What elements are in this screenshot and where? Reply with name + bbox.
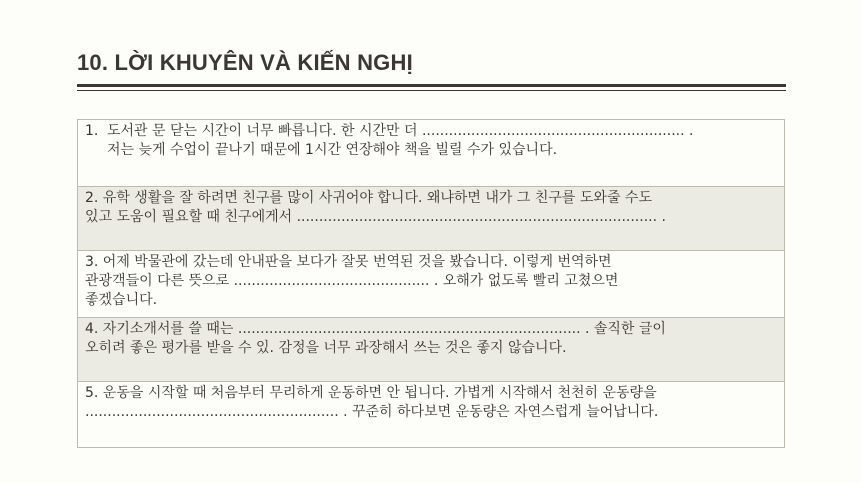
exercise-5-line-2: ......................................................... . 꾸준히 하다보면 운동량은 자연스럽게 늘어납니다. [85, 404, 659, 420]
exercise-3-line-3: 좋겠습니다. [85, 292, 158, 308]
page-title: 10. LỜI KHUYÊN VÀ KIẾN NGHỊ [77, 50, 413, 75]
exercise-3-line-1: 3. 어제 박물관에 갔는데 안내판을 보다가 잘못 번역된 것을 봤습니다. 이렇게 번역하면 [85, 254, 612, 270]
exercise-1-line-2: 저는 늦게 수업이 끝나기 때문에 1시간 연장해야 책을 빌릴 수가 있습니다. [107, 142, 558, 158]
exercise-2-line-1: 2. 유학 생활을 잘 하려면 친구를 많이 사귀어야 합니다. 왜냐하면 내가 그 친구를 도와줄 수도 [85, 190, 652, 206]
exercise-row-3 [78, 250, 784, 317]
exercise-2-line-2: 있고 도움이 필요할 때 친구에게서 ................................................................................. . [85, 209, 666, 225]
exercise-1-number: 1. [85, 123, 99, 139]
exercise-3-line-2: 관광객들이 다른 뜻으로 ............................................ . 오해가 없도록 빨리 고쳤으면 [85, 273, 619, 289]
exercise-4-line-2: 오히려 좋은 평가를 받을 수 있. 감정을 너무 과장해서 쓰는 것은 좋지 않습니다. [85, 340, 567, 356]
exercise-5-line-1: 5. 운동을 시작할 때 처음부터 무리하게 운동하면 안 됩니다. 가볍게 시작해서 천천히 운동량을 [85, 385, 657, 401]
exercise-table [77, 119, 785, 448]
exercise-row-2 [78, 186, 784, 250]
exercise-row-5 [78, 381, 784, 447]
title-underline-thick [77, 84, 786, 87]
exercise-4-line-1: 4. 자기소개서를 쓸 때는 ............................................................................. . 솔직한 글이 [85, 321, 666, 337]
exercise-row-4 [78, 317, 784, 381]
exercise-row-1 [78, 120, 784, 186]
exercise-1-line-1 [85, 122, 777, 141]
exercise-1-text: 도서관 문 닫는 시간이 너무 빠릅니다. 한 시간만 더 ........................................................... . [107, 123, 694, 139]
title-underline-thin [77, 90, 786, 91]
